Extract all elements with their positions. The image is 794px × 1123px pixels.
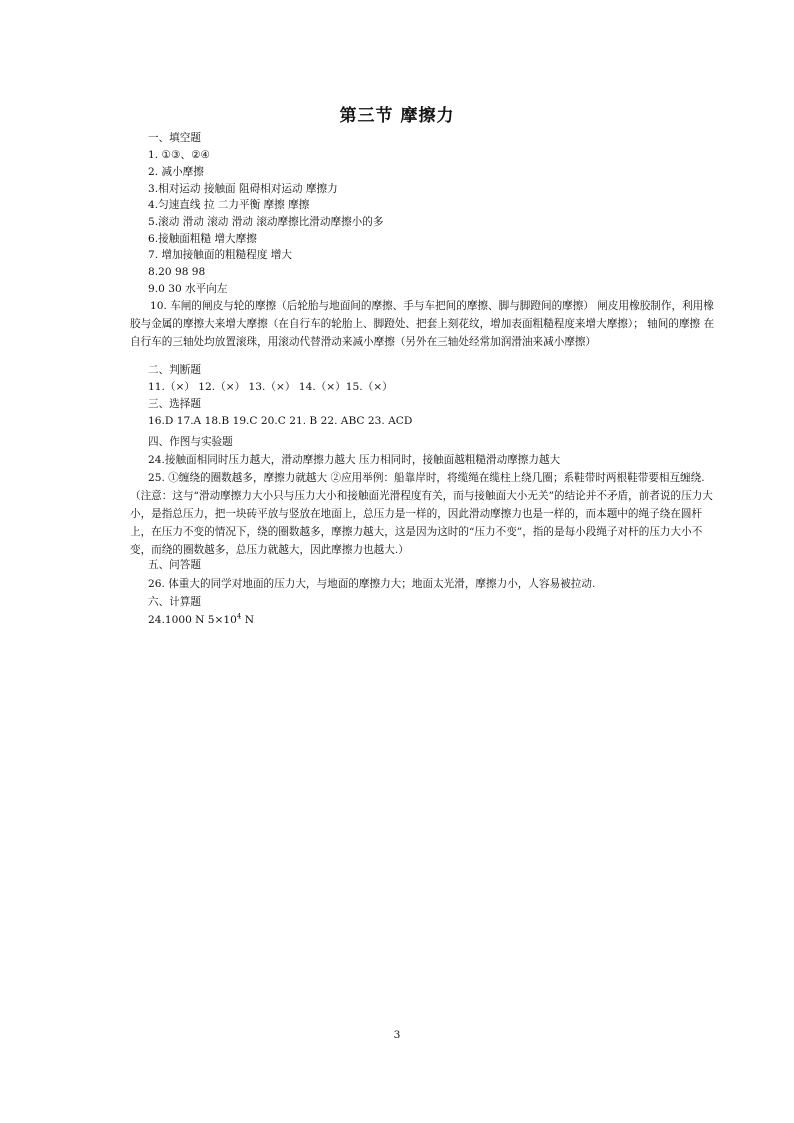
section-heading-fill-blank: 一、填空题 bbox=[148, 132, 201, 144]
calculation-answer-exponent: 4 bbox=[236, 612, 242, 621]
answer-3: 3.相对运动 接触面 阻碍相对运动 摩擦力 bbox=[148, 183, 338, 195]
page-title: 第三节 摩擦力 bbox=[339, 106, 455, 126]
answer-7: 7. 增加接触面的粗糙程度 增大 bbox=[148, 249, 292, 261]
answer-2: 2. 减小摩擦 bbox=[148, 166, 204, 178]
answer-1: 1. ①③、②④ bbox=[148, 149, 211, 161]
section-heading-experiment: 四、作图与实验题 bbox=[148, 436, 233, 448]
page-number: 3 bbox=[393, 1029, 401, 1041]
answer-24: 24.接触面相同时压力越大，滑动摩擦力越大 压力相同时，接触面越粗糙滑动摩擦力越大 bbox=[148, 454, 561, 466]
section-heading-multiple-choice: 三、选择题 bbox=[148, 398, 201, 410]
section-heading-true-false: 二、判断题 bbox=[148, 364, 201, 376]
answer-6: 6.接触面粗糙 增大摩擦 bbox=[148, 233, 257, 245]
section-heading-calculation: 六、计算题 bbox=[148, 596, 201, 608]
calculation-answer-base: 24.1000 N 5×10 bbox=[148, 614, 237, 626]
answer-4: 4.匀速直线 拉 二力平衡 摩擦 摩擦 bbox=[148, 199, 310, 211]
answers-11-15: 11.（×） 12.（×） 13.（×） 14.（×）15.（×） bbox=[148, 381, 393, 393]
calculation-answer-unit: N bbox=[241, 614, 255, 626]
calculation-answer bbox=[148, 612, 254, 628]
answer-10: 10. 车闸的闸皮与轮的摩擦（后轮胎与地面间的摩擦、手与车把间的摩擦、脚与脚蹬间的摩擦） 闸皮用橡胶制作，利用橡胶与金属的摩擦大来增大摩擦（在自行车的轮胎上、脚蹬处、把套上刻花纹，增加表面粗糙程度来增大摩擦）； 轴间的摩擦 在自行车的三轴处均放置滚珠，用滚动代替滑动来减小摩擦（另外在三轴处经常加润滑油来减小摩擦） bbox=[130, 300, 715, 348]
answers-16-23: 16.D 17.A 18.B 19.C 20.C 21. B 22. ABC 23. ACD bbox=[148, 415, 413, 427]
answer-9: 9.0 30 水平向左 bbox=[148, 283, 228, 295]
answer-5: 5.滚动 滑动 滚动 滑动 滚动摩擦比滑动摩擦小的多 bbox=[148, 216, 384, 228]
answer-25: 25. ①缠绕的圈数越多，摩擦力就越大 ②应用举例：船靠岸时，将缆绳在缆柱上绕几圈；系鞋带时两根鞋带要相互缠绕.（注意：这与“滑动摩擦力大小只与压力大小和接触面光滑程度有关，而与接触面大小无关”的结论并不矛盾，前者说的压力大小，是指总压力，把一块砖平放与竖放在地面上，总压力是一样的，因此滑动摩擦力也是一样的，而本题中的绳子绕在圆杆上，在压力不变的情况下，绕的圈数越多，摩擦力越大，这是因为这时的“压力不变”，指的是每小段绳子对杆的压力大小不变，而绕的圈数越多，总压力就越大，因此摩擦力也越大.） bbox=[130, 472, 713, 556]
answer-8: 8.20 98 98 bbox=[148, 266, 206, 278]
section-heading-qa: 五、问答题 bbox=[148, 559, 201, 571]
answer-26: 26. 体重大的同学对地面的压力大，与地面的摩擦力大；地面太光滑，摩擦力小，人容易被拉动. bbox=[148, 578, 596, 590]
